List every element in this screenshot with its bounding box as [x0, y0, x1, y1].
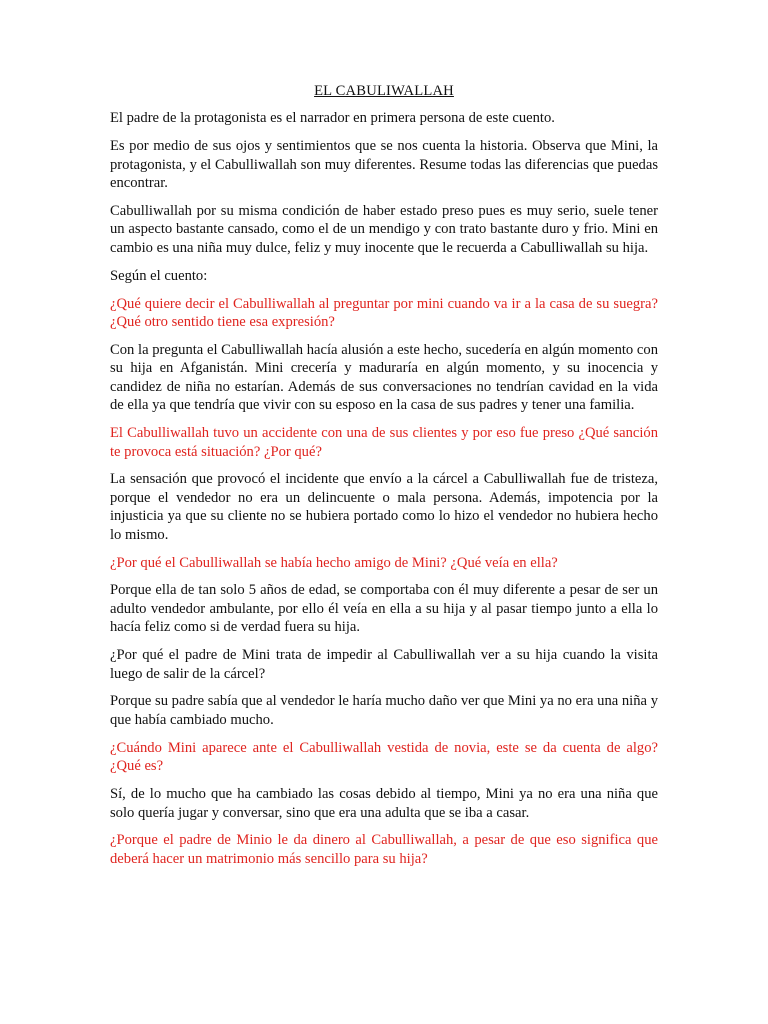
- document-title: EL CABULIWALLAH: [314, 83, 454, 99]
- answer-accidente: La sensación que provocó el incidente que envío a la cárcel a Cabulliwallah fue de tristeza, porque el vendedor no era un delincuente o mala persona. Además, impotencia por la injusticia ya que su cliente no se hubiera portado como lo hizo el vendedor no hubiera hecho lo mismo.: [110, 471, 658, 543]
- answer-amigo-mini: Porque ella de tan solo 5 años de edad, se comportaba con él muy diferente a pesar de ser un adulto vendedor ambulante, por ello él veía en ella a su hija y al pasar tiempo junto a ella lo hacía feliz como si de verdad fuera su hija.: [110, 582, 658, 636]
- paragraph-narrator: El padre de la protagonista es el narrador en primera persona de este cuento.: [110, 110, 555, 127]
- question-accidente: El Cabulliwallah tuvo un accidente con una de sus clientes y por eso fue preso ¿Qué sanción te provoca está situación? ¿Por qué?: [110, 425, 658, 460]
- paragraph-segun-cuento: Según el cuento:: [110, 267, 208, 284]
- question-impedir-visita: ¿Por qué el padre de Mini trata de impedir al Cabulliwallah ver a su hija cuando la visita luego de salir de la cárcel?: [110, 647, 658, 682]
- question-suegra: ¿Qué quiere decir el Cabulliwallah al preguntar por mini cuando va ir a la casa de su suegra? ¿Qué otro sentido tiene esa expresión?: [110, 295, 658, 331]
- answer-vestida-novia: Sí, de lo mucho que ha cambiado las cosas debido al tiempo, Mini ya no era una niña que solo quería jugar y conversar, sino que era una adulta que se iba a casar.: [110, 786, 658, 821]
- paragraph-prompt-differences: Es por medio de sus ojos y sentimientos que se nos cuenta la historia. Observa que Mini, la protagonista, y el Cabulliwallah son muy diferentes. Resume todas las diferencias que puedas encontrar.: [110, 138, 658, 192]
- question-dinero: ¿Porque el padre de Minio le da dinero al Cabulliwallah, a pesar de que eso significa que deberá hacer un matrimonio más sencillo para su hija?: [110, 832, 658, 867]
- question-vestida-novia: ¿Cuándo Mini aparece ante el Cabulliwallah vestida de novia, este se da cuenta de algo? ¿Qué es?: [110, 739, 658, 775]
- answer-impedir-visita: Porque su padre sabía que al vendedor le haría mucho daño ver que Mini ya no era una niña y que había cambiado mucho.: [110, 693, 658, 728]
- answer-suegra: Con la pregunta el Cabulliwallah hacía alusión a este hecho, sucedería en algún momento con su hija en Afganistán. Mini crecería y maduraría en algún momento, y su inocencia y candidez de niña no estarían. Además de sus conversaciones no tendrían cavidad en la vida de ella ya que tendría que vivir con su esposo en la casa de sus padres y tener una familia.: [110, 341, 658, 414]
- question-amigo-mini: ¿Por qué el Cabulliwallah se había hecho amigo de Mini? ¿Qué veía en ella?: [110, 554, 558, 571]
- paragraph-answer-differences: Cabulliwallah por su misma condición de haber estado preso pues es muy serio, suele tener un aspecto bastante cansado, como el de un mendigo y con trato bastante duro y frio. Mini en cambio es una niña muy dulce, feliz y muy inocente que le recuerda a Cabulliwallah su hija.: [110, 203, 658, 256]
